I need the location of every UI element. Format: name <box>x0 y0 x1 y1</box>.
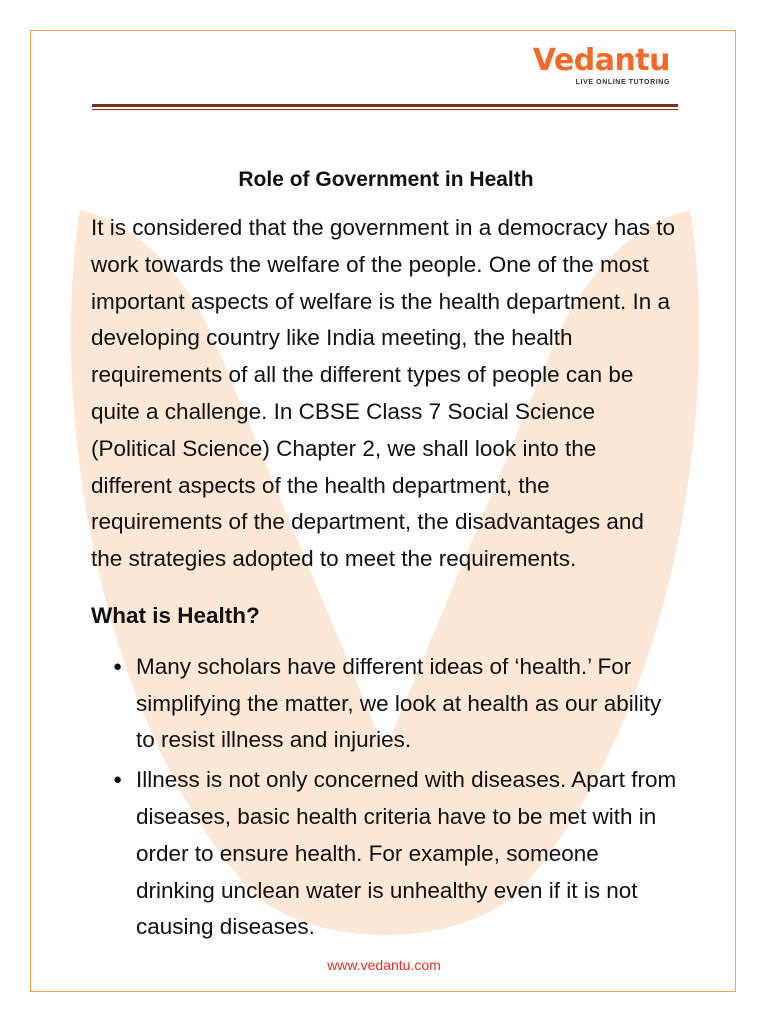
bullet-list <box>91 649 681 946</box>
section-heading: What is Health? <box>91 602 260 628</box>
bullet-icon: ● <box>113 771 123 789</box>
logo-wordmark: Vedantu <box>532 43 670 78</box>
vedantu-logo <box>533 45 670 86</box>
footer-link[interactable]: www.vedantu.com <box>327 957 441 973</box>
intro-paragraph: It is considered that the government in a democracy has to work towards the welfare of the people. One of the most important aspects of welfare is the health department. In a developing country like India meeting, the health requirements of all the different types of people can be quite a challenge. In CBSE Class 7 Social Science (Political Science) Chapter 2, we shall look into the different aspects of the health department, the requirements of the department, the disadvantages and the strategies adopted to meet the requirements. <box>91 215 676 572</box>
bullet-text: Illness is not only concerned with diseases. Apart from diseases, basic health criteria have to be met with in order to ensure health. For example, someone drinking unclean water is unhealthy even if it is not causing diseases. <box>136 767 677 940</box>
bullet-text: Many scholars have different ideas of ‘health.’ For simplifying the matter, we look at health as our ability to resist illness and injuries. <box>136 653 662 753</box>
list-item <box>113 649 681 759</box>
bullet-icon: ● <box>113 657 123 675</box>
list-item <box>113 762 681 946</box>
document-title: Role of Government in Health <box>238 168 534 191</box>
document-body <box>91 164 681 949</box>
header-divider <box>92 104 678 110</box>
logo-tagline: LIVE ONLINE TUTORING <box>575 79 670 86</box>
